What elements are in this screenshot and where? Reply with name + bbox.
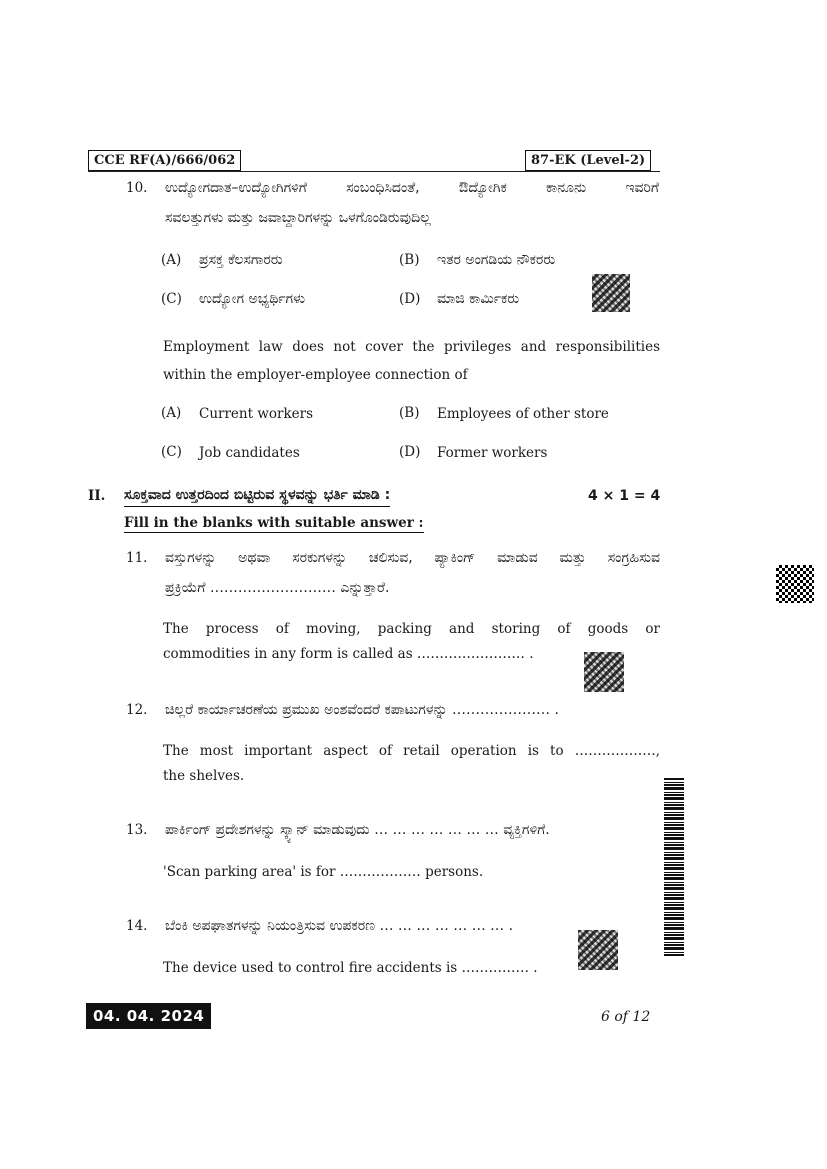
section-marks: 4 × 1 = 4 [588,488,661,504]
q12-number: 12. [126,702,148,718]
q10-kn-opt-c-letter: (C) [161,291,182,307]
section-roman: II. [88,488,106,504]
q10-kn-opt-d-letter: (D) [399,291,421,307]
q10-en-opt-d: Former workers [437,445,548,461]
q10-en-opt-b-letter: (B) [399,405,420,421]
q10-number: 10. [126,180,148,196]
q12-en-line2: the shelves. [163,768,245,784]
q11-en-line1: The process of moving, packing and storing of goods or [163,621,660,637]
barcode-icon [664,778,684,956]
q10-en-line1: Employment law does not cover the privileges and responsibilities [163,339,660,355]
q10-en-opt-c: Job candidates [199,445,300,461]
qr-noise-icon [592,274,630,312]
q12-en-line1: The most important aspect of retail operation is to ………………, [163,743,660,759]
page-number: 6 of 12 [601,1009,651,1025]
q11-en-line2: commodities in any form is called as …………………… . [163,646,534,662]
q11-kn-line2: ಪ್ರಕ್ರಿಯೆಗೆ ……………………… ಎನ್ನುತ್ತಾರೆ. [165,580,390,596]
q10-en-opt-a: Current workers [199,406,314,422]
q10-kn-opt-c: ಉದ್ಯೋಗ ಅಭ್ಯರ್ಥಿಗಳು [199,291,306,307]
q10-kn-opt-a-letter: (A) [161,252,182,268]
q11-number: 11. [126,550,148,566]
qr-noise-icon [578,930,618,970]
q10-en-opt-b: Employees of other store [437,406,609,422]
q10-en-opt-c-letter: (C) [161,444,182,460]
paper-code-right: 87-EK (Level-2) [525,150,651,171]
header-rule [88,171,660,172]
q10-en-opt-d-letter: (D) [399,444,421,460]
q13-number: 13. [126,822,148,838]
qr-noise-icon [584,652,624,692]
q12-kn-line1: ಚಿಲ್ಲರೆ ಕಾರ್ಯಾಚರಣೆಯ ಪ್ರಮುಖ ಅಂಶವೆಂದರೆ ಕಪಾಟುಗಳನ್ನು ………………… . [165,702,559,718]
q10-kn-opt-a: ಪ್ರಸಕ್ತ ಕೆಲಸಗಾರರು [199,252,283,268]
paper-code-left: CCE RF(A)/666/062 [88,150,241,171]
section-kn-title: ಸೂಕ್ತವಾದ ಉತ್ತರದಿಂದ ಬಿಟ್ಟಿರುವ ಸ್ಥಳವನ್ನು ಭರ್ತಿ ಮಾಡಿ : [124,486,390,507]
q14-kn-line1: ಬೆಂಕಿ ಅಪಘಾತಗಳನ್ನು ನಿಯಂತ್ರಿಸುವ ಉಪಕರಣ … … … … … … … . [165,918,514,934]
q10-kn-line1: ಉದ್ಯೋಗದಾತ–ಉದ್ಯೋಗಿಗಳಿಗೆ ಸಂಬಂಧಿಸಿದಂತೆ, ಔದ್ಯೋಗಿಕ ಕಾನೂನು ಇವರಿಗೆ [165,180,659,196]
q10-kn-opt-b-letter: (B) [399,252,420,268]
q10-kn-line2: ಸವಲತ್ತುಗಳು ಮತ್ತು ಜವಾಬ್ದಾರಿಗಳನ್ನು ಒಳಗೊಂಡಿರುವುದಿಲ್ಲ [165,210,431,226]
q10-en-line2: within the employer-employee connection of [163,367,468,383]
q10-kn-opt-b: ಇತರ ಅಂಗಡಿಯ ನೌಕರರು [437,252,556,268]
q10-en-opt-a-letter: (A) [161,405,182,421]
q14-number: 14. [126,918,148,934]
section-en-title: Fill in the blanks with suitable answer : [124,515,424,531]
q13-kn-line1: ಪಾರ್ಕಿಂಗ್ ಪ್ರದೇಶಗಳನ್ನು ಸ್ಕ್ಯಾನ್ ಮಾಡುವುದು … … … … … … … ವ್ಯಕ್ತಿಗಳಿಗೆ. [165,822,550,838]
q11-kn-line1: ವಸ್ತುಗಳನ್ನು ಅಥವಾ ಸರಕುಗಳನ್ನು ಚಲಿಸುವ, ಪ್ಯಾಕಿಂಗ್ ಮಾಡುವ ಮತ್ತು ಸಂಗ್ರಹಿಸುವ [165,550,660,566]
q10-kn-opt-d: ಮಾಜಿ ಕಾರ್ಮಿಕರು [437,291,520,307]
exam-date-badge: 04. 04. 2024 [86,1003,211,1029]
qr-code-icon [776,565,814,603]
q14-en-line1: The device used to control fire accidents is …………… . [163,960,538,976]
q13-en-line1: 'Scan parking area' is for ……………… persons. [163,864,484,880]
